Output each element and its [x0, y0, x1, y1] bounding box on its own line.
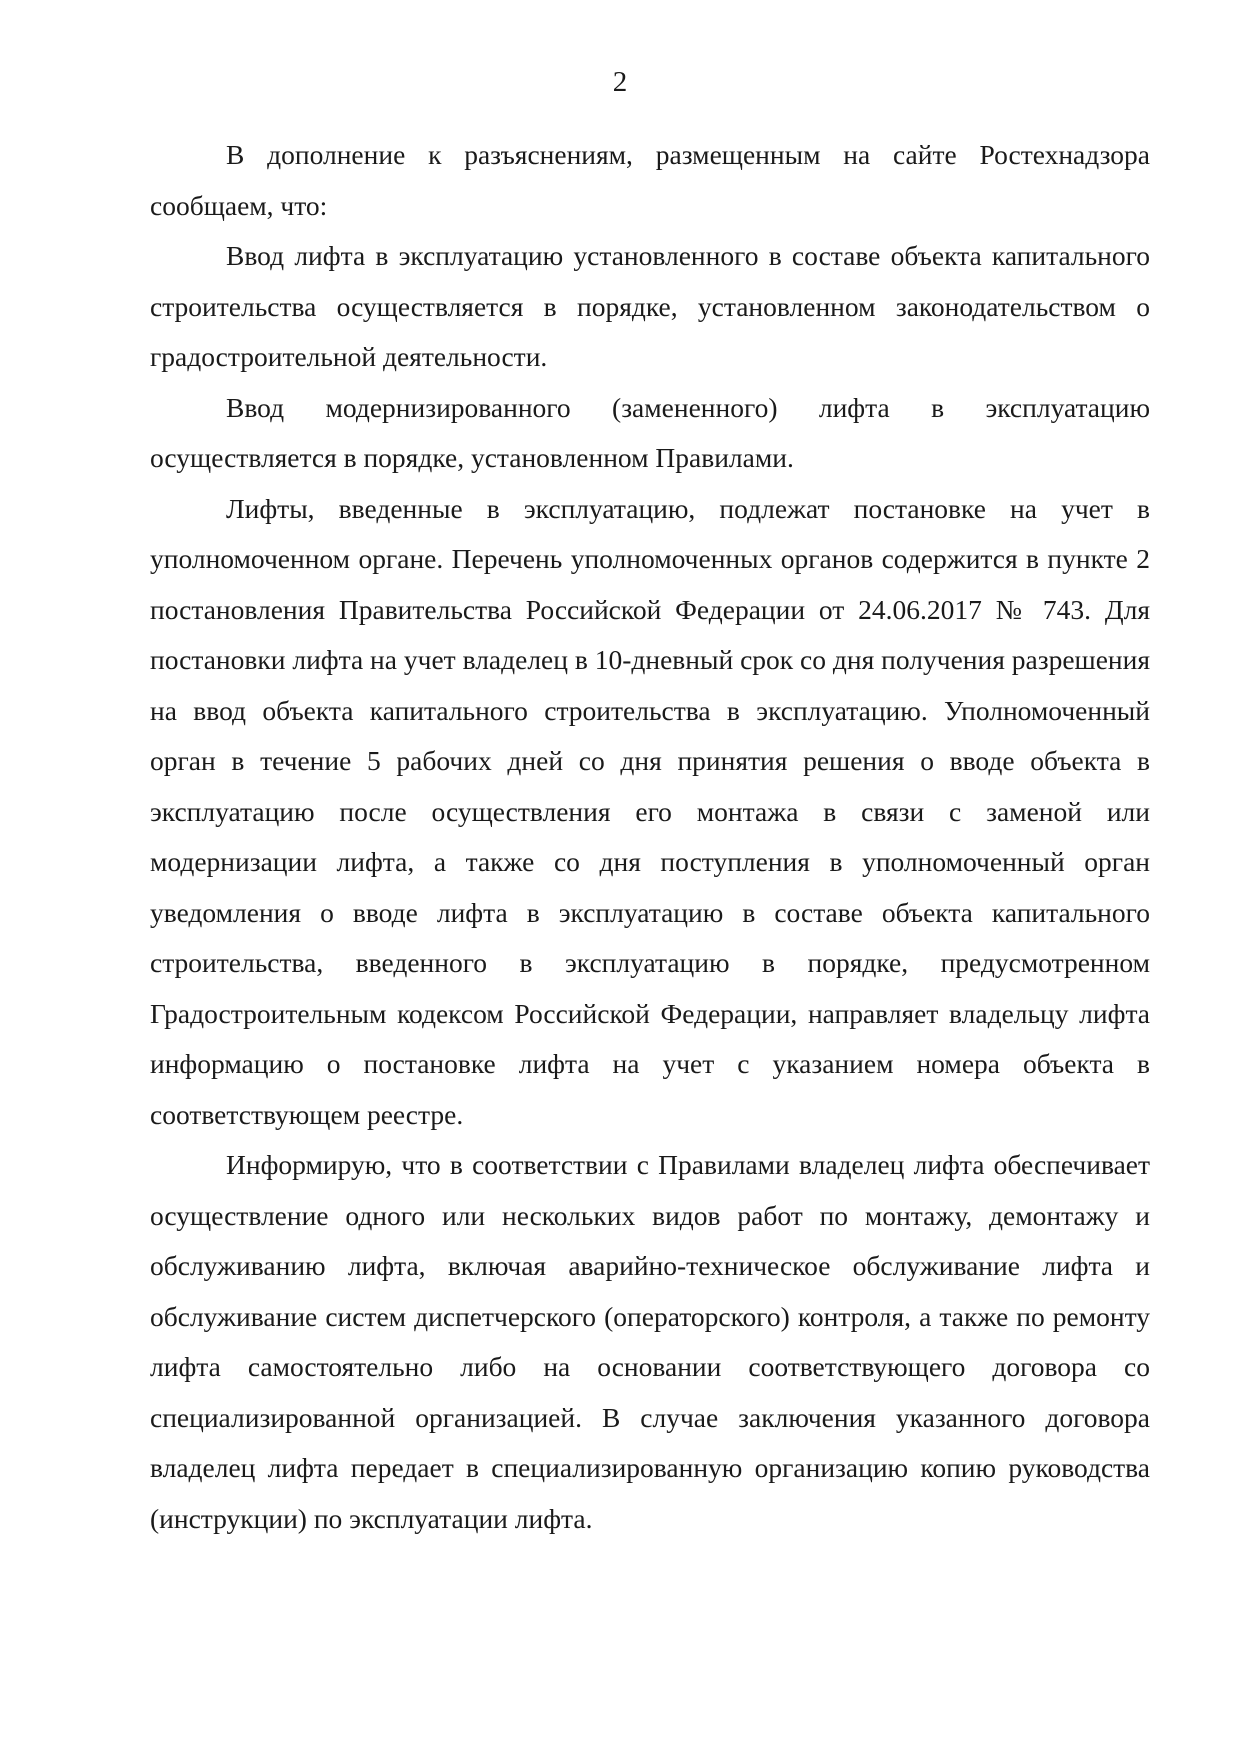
paragraph-commissioning-modernized: Ввод модернизированного (замененного) лифта в эксплуатацию осуществляется в порядке, установленном Правилами. — [150, 391, 1150, 473]
page-number: 2 — [612, 66, 628, 98]
paragraph-registration: Лифты, введенные в эксплуатацию, подлежат постановке на учет в уполномоченном органе. Перечень уполномоченных органов содержится в пункте 2 постановления Правительства Российской Федерации от 24.06.2017 № 743. Для постановки лифта на учет владелец в 10-дневный срок со дня получения разрешения на ввод объекта капитального строительства в эксплуатацию. Уполномоченный орган в течение 5 рабочих дней со дня принятия решения о вводе объекта в эксплуатацию после осуществления его монтажа в связи с заменой или модернизации лифта, а также со дня поступления в уполномоченный орган уведомления о вводе лифта в эксплуатацию в составе объекта капитального строительства, введенного в эксплуатацию в порядке, предусмотренном Градостроительным кодексом Российской Федерации, направляет владельцу лифта информацию о постановке лифта на учет с указанием номера объекта в соответствующем реестре. — [150, 492, 1150, 1130]
paragraph-commissioning-installed: Ввод лифта в эксплуатацию установленного в составе объекта капитального строительства осуществляется в порядке, установленном законодательством о градостроительной деятельности. — [150, 240, 1150, 372]
paragraph-intro: В дополнение к разъяснениям, размещенным на сайте Ростехнадзора сообщаем, что: — [150, 139, 1150, 221]
document-body — [150, 130, 1150, 1544]
paragraph-maintenance: Информирую, что в соответствии с Правилами владелец лифта обеспечивает осуществление одного или нескольких видов работ по монтажу, демонтажу и обслуживанию лифта, включая аварийно-техническое обслуживание лифта и обслуживание систем диспетчерского (операторского) контроля, а также по ремонту лифта самостоятельно либо на основании соответствующего договора со специализированной организацией. В случае заключения указанного договора владелец лифта передает в специализированную организацию копию руководства (инструкции) по эксплуатации лифта. — [150, 1149, 1150, 1534]
